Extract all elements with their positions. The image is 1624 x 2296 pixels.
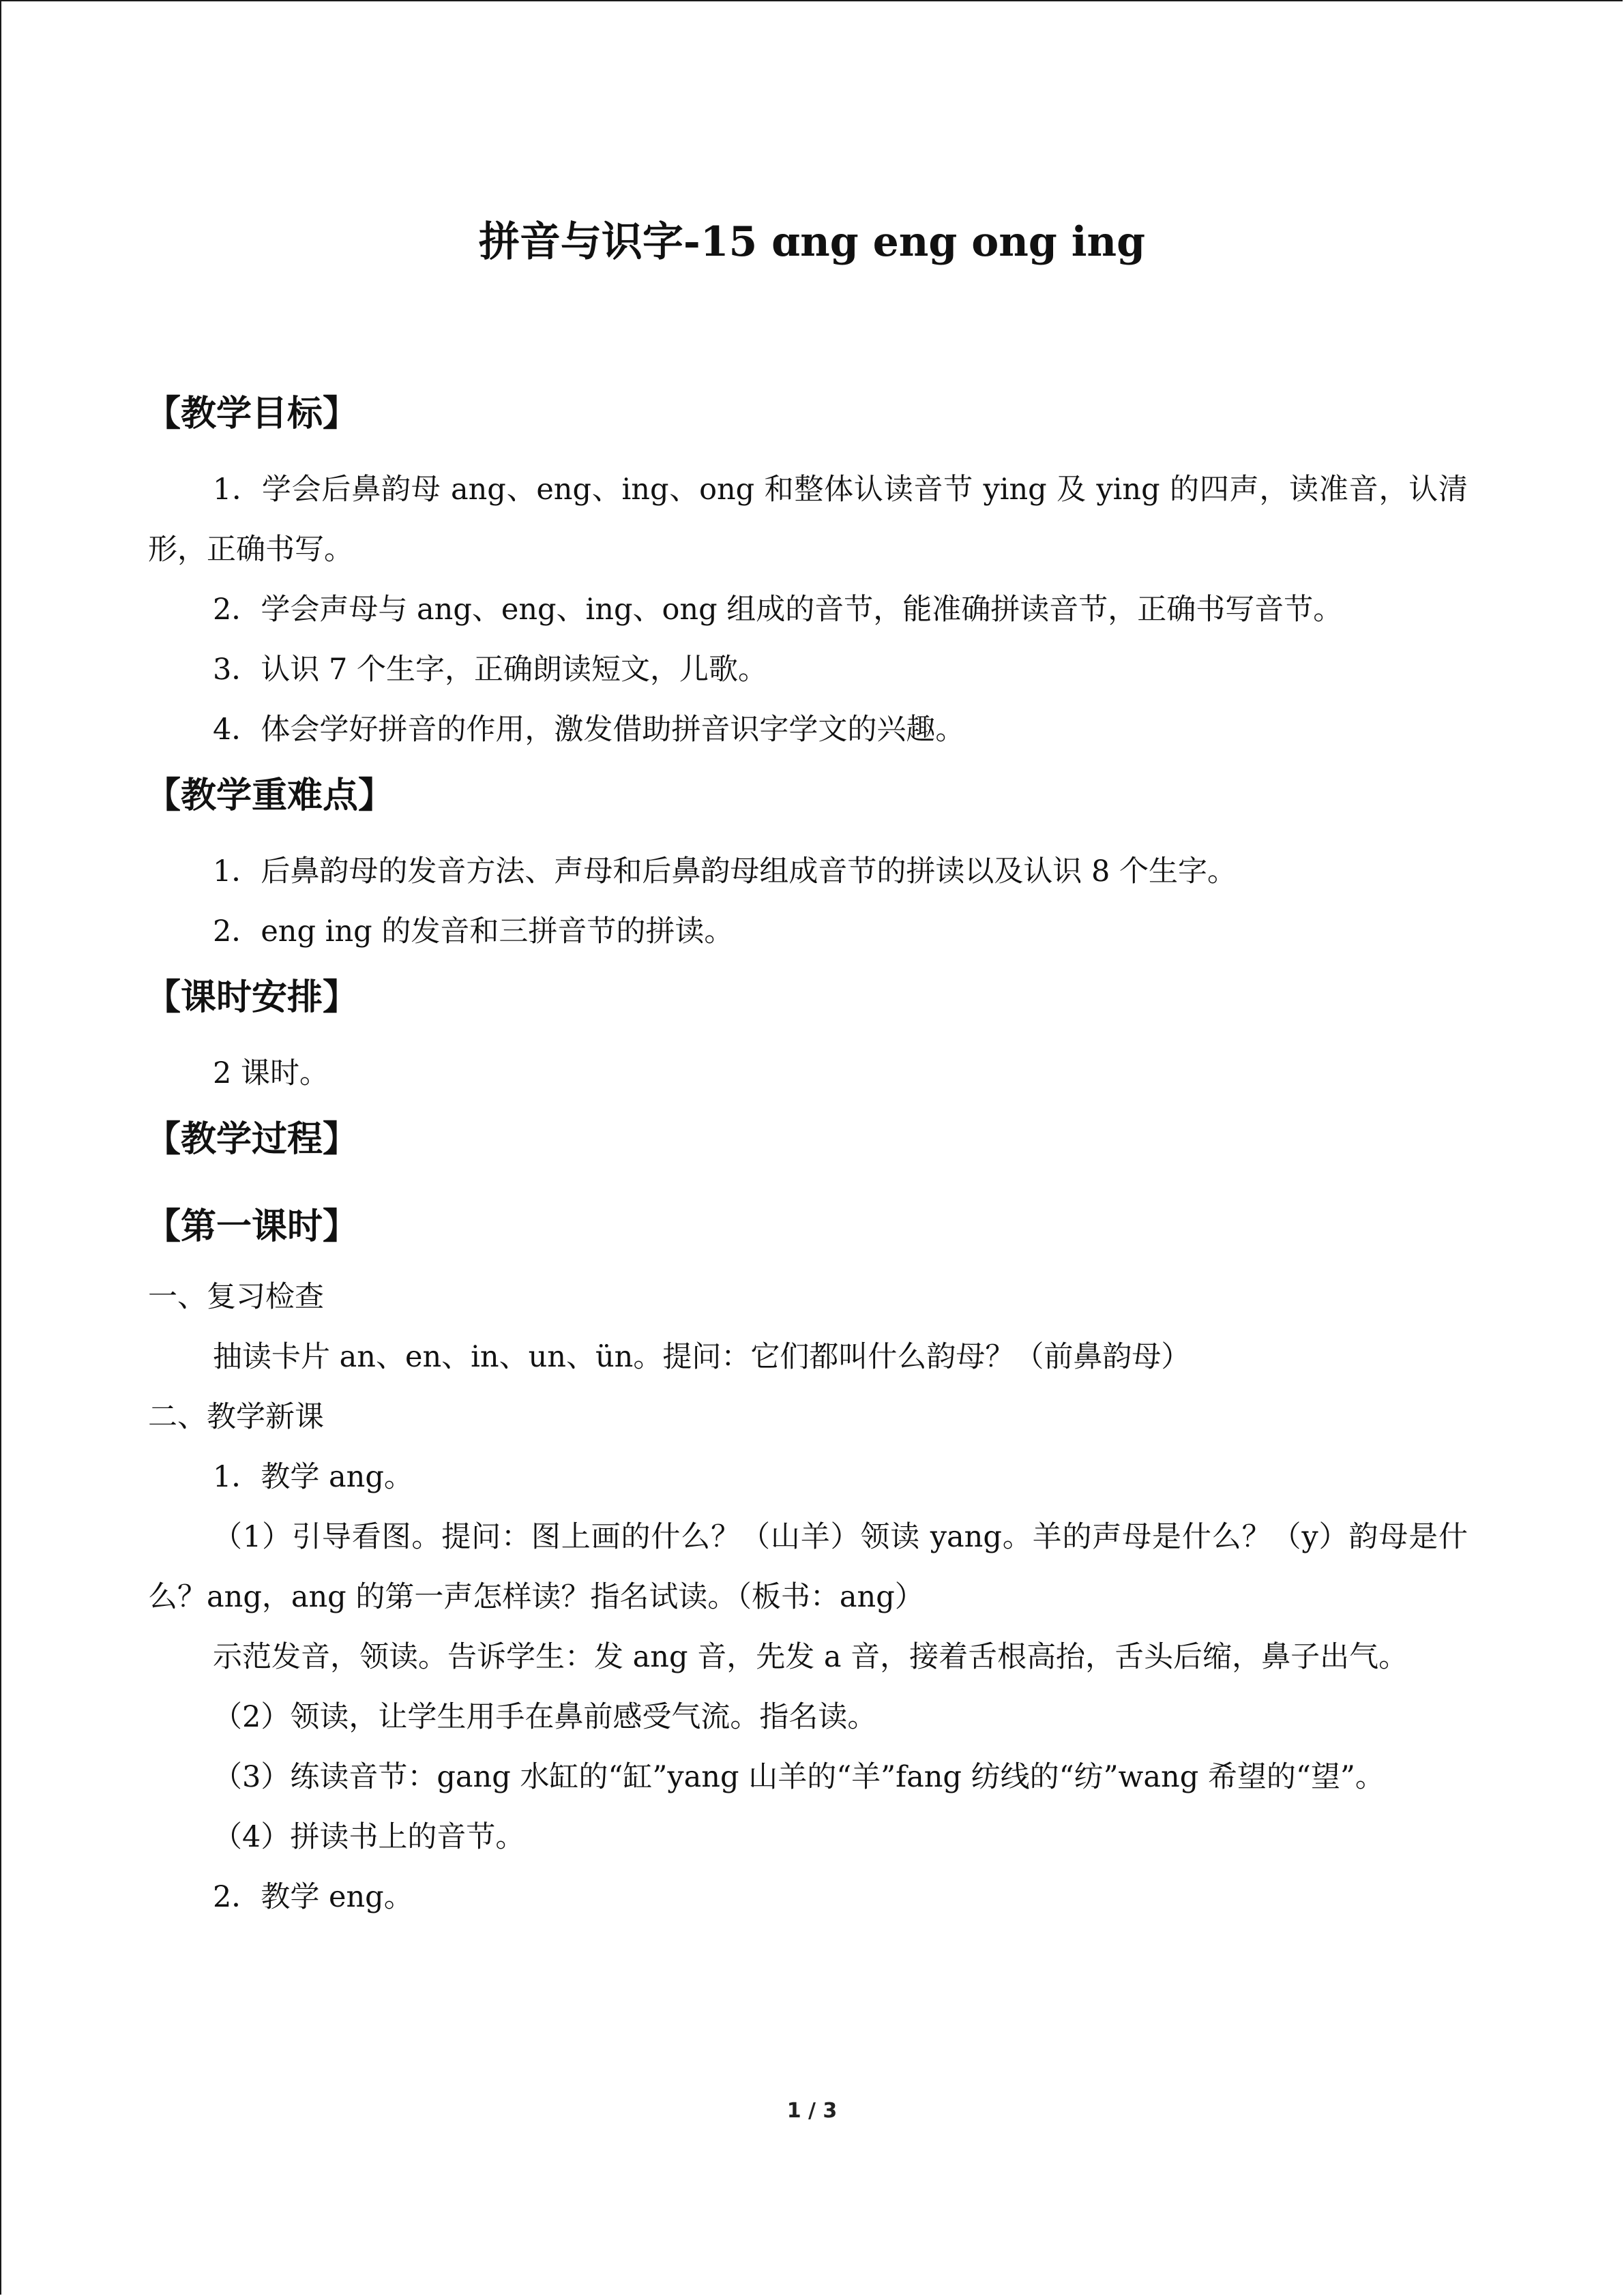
objective-item: 2．学会声母与 ang、eng、ing、ong 组成的音节，能准确拼读音节，正确书写音节。: [213, 593, 1343, 627]
objective-item: 1．学会后鼻韵母 ang、eng、ing、ong 和整体认读音节 ying 及 ying 的四声，读准音，认清形，正确书写。: [148, 473, 1468, 567]
review-title: 一、复习检查: [148, 1280, 324, 1314]
heading-process: 【教学过程】: [145, 1119, 359, 1160]
document-title: 拼音与识字-15 ɑng eng ong ing: [478, 218, 1146, 266]
heading-schedule: 【课时安排】: [145, 977, 359, 1018]
demo-text: 示范发音，领读。告诉学生：发 ang 音，先发 a 音，接着舌根高抬，舌头后缩，鼻子出气。: [213, 1640, 1408, 1674]
page-number: 1 / 3: [786, 2099, 838, 2123]
document-body: [145, 387, 1468, 1927]
heading-key-points: 【教学重难点】: [145, 775, 394, 816]
step-1: （1）引导看图。提问：图上画的什么？（山羊）领读 yang。羊的声母是什么？（y）韵母是什么？ang，ang 的第一声怎样读？指名试读。（板书：ang）: [148, 1520, 1468, 1614]
heading-lesson-1: 【第一课时】: [145, 1206, 359, 1247]
step-4: （4）拼读书上的音节。: [213, 1820, 525, 1854]
new-lesson-title: 二、教学新课: [148, 1400, 324, 1434]
key-point-item: 2．eng ing 的发音和三拼音节的拼读。: [213, 914, 734, 949]
schedule-text: 2 课时。: [213, 1056, 329, 1090]
step-2: （2）领读，让学生用手在鼻前感受气流。指名读。: [213, 1700, 877, 1734]
teach-eng: 2．教学 eng。: [213, 1880, 413, 1914]
key-point-item: 1．后鼻韵母的发音方法、声母和后鼻韵母组成音节的拼读以及认识 8 个生字。: [213, 854, 1237, 889]
heading-objectives: 【教学目标】: [145, 393, 359, 434]
review-text: 抽读卡片 an、en、in、un、ün。提问：它们都叫什么韵母？（前鼻韵母）: [213, 1340, 1191, 1374]
objective-item: 3．认识 7 个生字，正确朗读短文，儿歌。: [213, 653, 768, 687]
objective-item: 4．体会学好拼音的作用，激发借助拼音识字学文的兴趣。: [213, 713, 965, 747]
step-3: （3）练读音节：gang 水缸的“缸”yang 山羊的“羊”fang 纺线的“纺”wang 希望的“望”。: [213, 1760, 1385, 1794]
teach-ang: 1．教学 ang。: [213, 1460, 413, 1494]
